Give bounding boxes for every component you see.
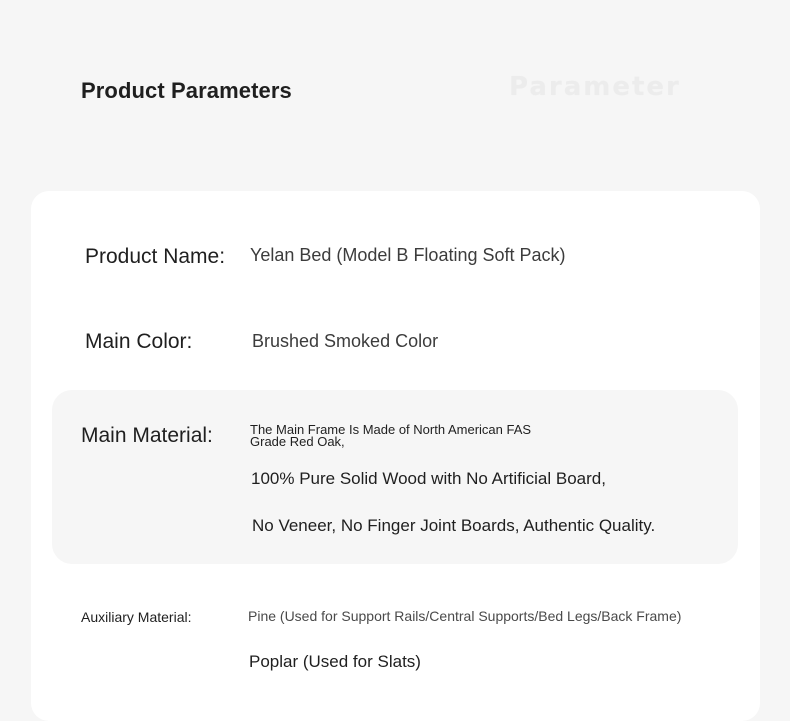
main-material-line2: 100% Pure Solid Wood with No Artificial Board,	[251, 469, 606, 488]
auxiliary-material-label: Auxiliary Material:	[81, 609, 192, 625]
auxiliary-material-line2: Poplar (Used for Slats)	[249, 652, 421, 671]
watermark-text: Parameter	[509, 72, 681, 102]
main-color-value: Brushed Smoked Color	[252, 331, 439, 351]
main-color-label: Main Color:	[85, 330, 193, 353]
main-material-line3: No Veneer, No Finger Joint Boards, Authentic Quality.	[252, 516, 656, 535]
main-material-label: Main Material:	[81, 424, 213, 447]
main-material-line1b: Grade Red Oak,	[250, 434, 345, 449]
main-material-line1a: The Main Frame Is Made of North American FAS	[250, 422, 532, 437]
auxiliary-material-line1: Pine (Used for Support Rails/Central Supports/Bed Legs/Back Frame)	[248, 608, 682, 624]
product-name-label: Product Name:	[85, 245, 226, 268]
page-title: Product Parameters	[81, 78, 292, 103]
product-name-value: Yelan Bed (Model B Floating Soft Pack)	[250, 245, 566, 265]
